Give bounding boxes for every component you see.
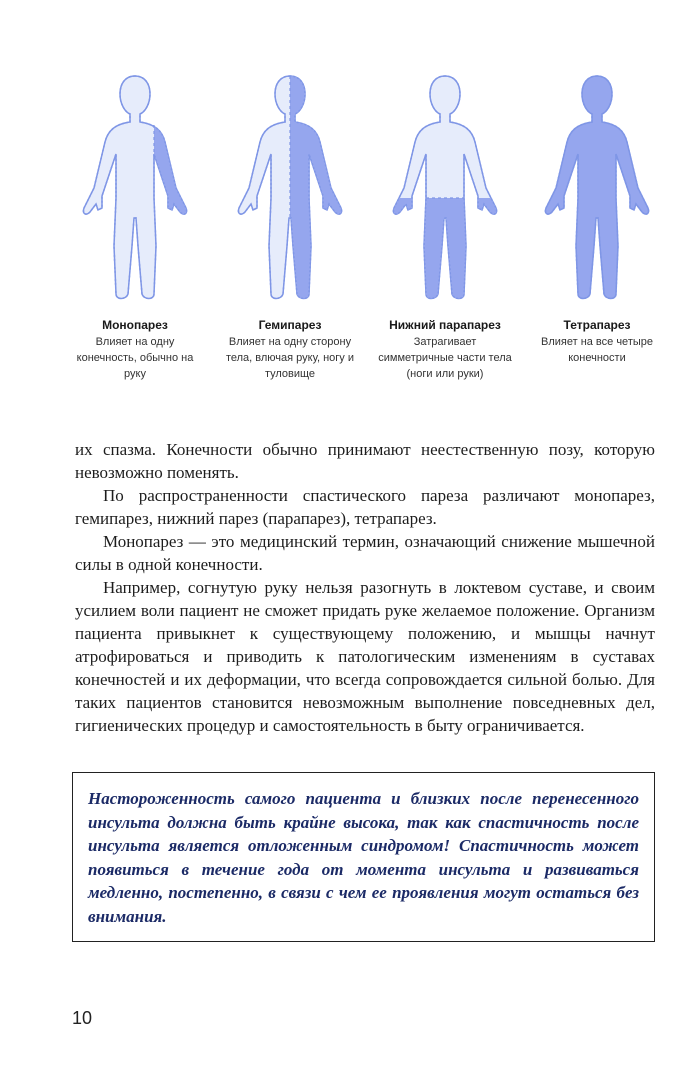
body-silhouette: [545, 76, 648, 299]
figure-title: Нижний парапарез: [389, 318, 501, 332]
figure-title: Тетрапарез: [563, 318, 631, 332]
figure-description: Влияет на одну сторону тела, влючая руку, ногу и туловище: [225, 336, 355, 380]
figure-tetraparesis: [522, 70, 672, 366]
paragraph: По распространенности спастического пареза различают монопарез, гемипарез, нижний парез (парапарез), тетрапарез.: [75, 486, 655, 528]
body-diagram-monoparesis: [70, 70, 200, 310]
paresis-figures: [60, 70, 670, 415]
figure-hemiparesis: [215, 70, 365, 382]
figure-title: Гемипарез: [258, 318, 322, 332]
body-silhouette: [393, 76, 496, 299]
paragraph: их спазма. Конечности обычно принимают неестественную позу, которую невозможно поменять.: [75, 440, 655, 482]
figure-monoparesis: [60, 70, 210, 382]
body-diagram-tetraparesis: [532, 70, 662, 310]
figure-description: Влияет на все четыре конечности: [540, 336, 653, 364]
paragraph: Монопарез — это медицинский термин, означающий снижение мышечной силы в одной конечности.: [75, 532, 655, 574]
figure-paraparesis: [370, 70, 520, 382]
body-diagram-hemiparesis: [225, 70, 355, 310]
figure-description: Влияет на одну конечность, обычно на руку: [76, 336, 194, 380]
page-number: 10: [72, 1008, 93, 1028]
paragraph: Например, согнутую руку нельзя разогнуть в локтевом суставе, и своим усилием воли пациент не сможет придать руке желаемое положение. Организм пациента привыкнет к существующему положению, и мышцы начнут атрофироваться и приводить к патологическим изменениям в суставах конечностей и их деформации, что всегда сопровождается сильной болью. Для таких пациентов становится невозможным выполнение повседневных дел, гигиенических процедур и самостоятельность в быту ограничивается.: [75, 578, 655, 735]
figure-title: Монопарез: [102, 318, 168, 332]
body-diagram-paraparesis: [380, 70, 510, 310]
warning-callout: Настороженность самого пациента и близких после перенесенного инсульта должна быть крайне высока, так как спастичность после инсульта является отложенным синдромом! Спастичность может появиться в течение года от момента инсульта и развиваться медленно, постепенно, в связи с чем ее проявления могут остаться без внимания.: [72, 772, 655, 942]
figure-description: Затрагивает симметричные части тела (ноги или руки): [378, 336, 512, 380]
body-text: [75, 438, 655, 737]
